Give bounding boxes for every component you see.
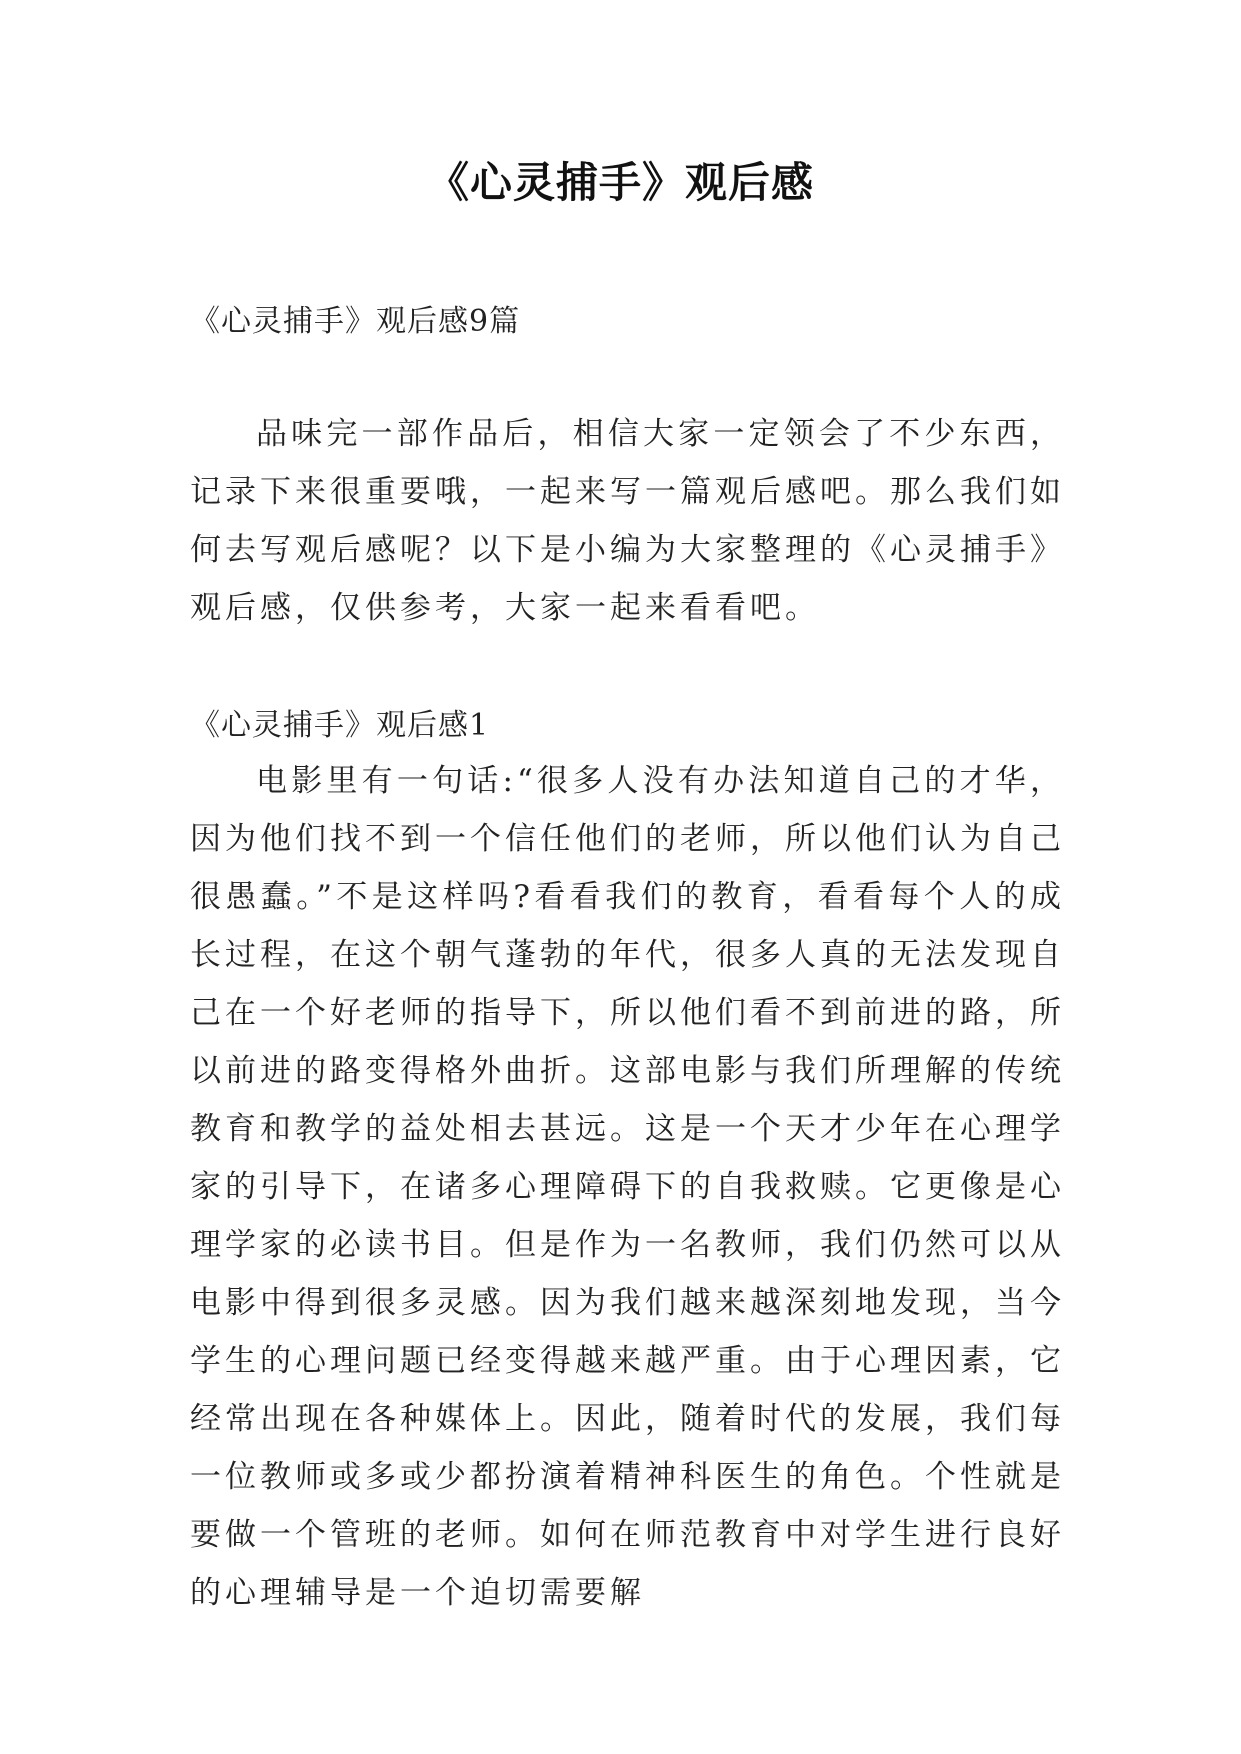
- intro-paragraph: 品味完一部作品后，相信大家一定领会了不少东西，记录下来很重要哦，一起来写一篇观后感吧。那么我们如何去写观后感呢？以下是小编为大家整理的《心灵捕手》观后感，仅供参考，大家一起来看看吧。: [190, 416, 1065, 626]
- document-title: 《心灵捕手》观后感: [426, 158, 814, 207]
- section-1-paragraph: 电影里有一句话:“很多人没有办法知道自己的才华，因为他们找不到一个信任他们的老师，所以他们认为自己很愚蠢。”不是这样吗?看看我们的教育，看看每个人的成长过程，在这个朝气蓬勃的年代，很多人真的无法发现自己在一个好老师的指导下，所以他们看不到前进的路，所以前进的路变得格外曲折。这部电影与我们所理解的传统教育和教学的益处相去甚远。这是一个天才少年在心理学家的引导下，在诸多心理障碍下的自我救赎。它更像是心理学家的必读书目。但是作为一名教师，我们仍然可以从电影中得到很多灵感。因为我们越来越深刻地发现，当今学生的心理问题已经变得越来越严重。由于心理因素，它经常出现在各种媒体上。因此，随着时代的发展，我们每一位教师或多或少都扮演着精神科医生的角色。个性就是要做一个管班的老师。如何在师范教育中对学生进行良好的心理辅导是一个迫切需要解: [190, 763, 1065, 1611]
- document-subtitle: 《心灵捕手》观后感9篇: [190, 304, 521, 339]
- section-heading-1: 《心灵捕手》观后感1: [190, 708, 490, 743]
